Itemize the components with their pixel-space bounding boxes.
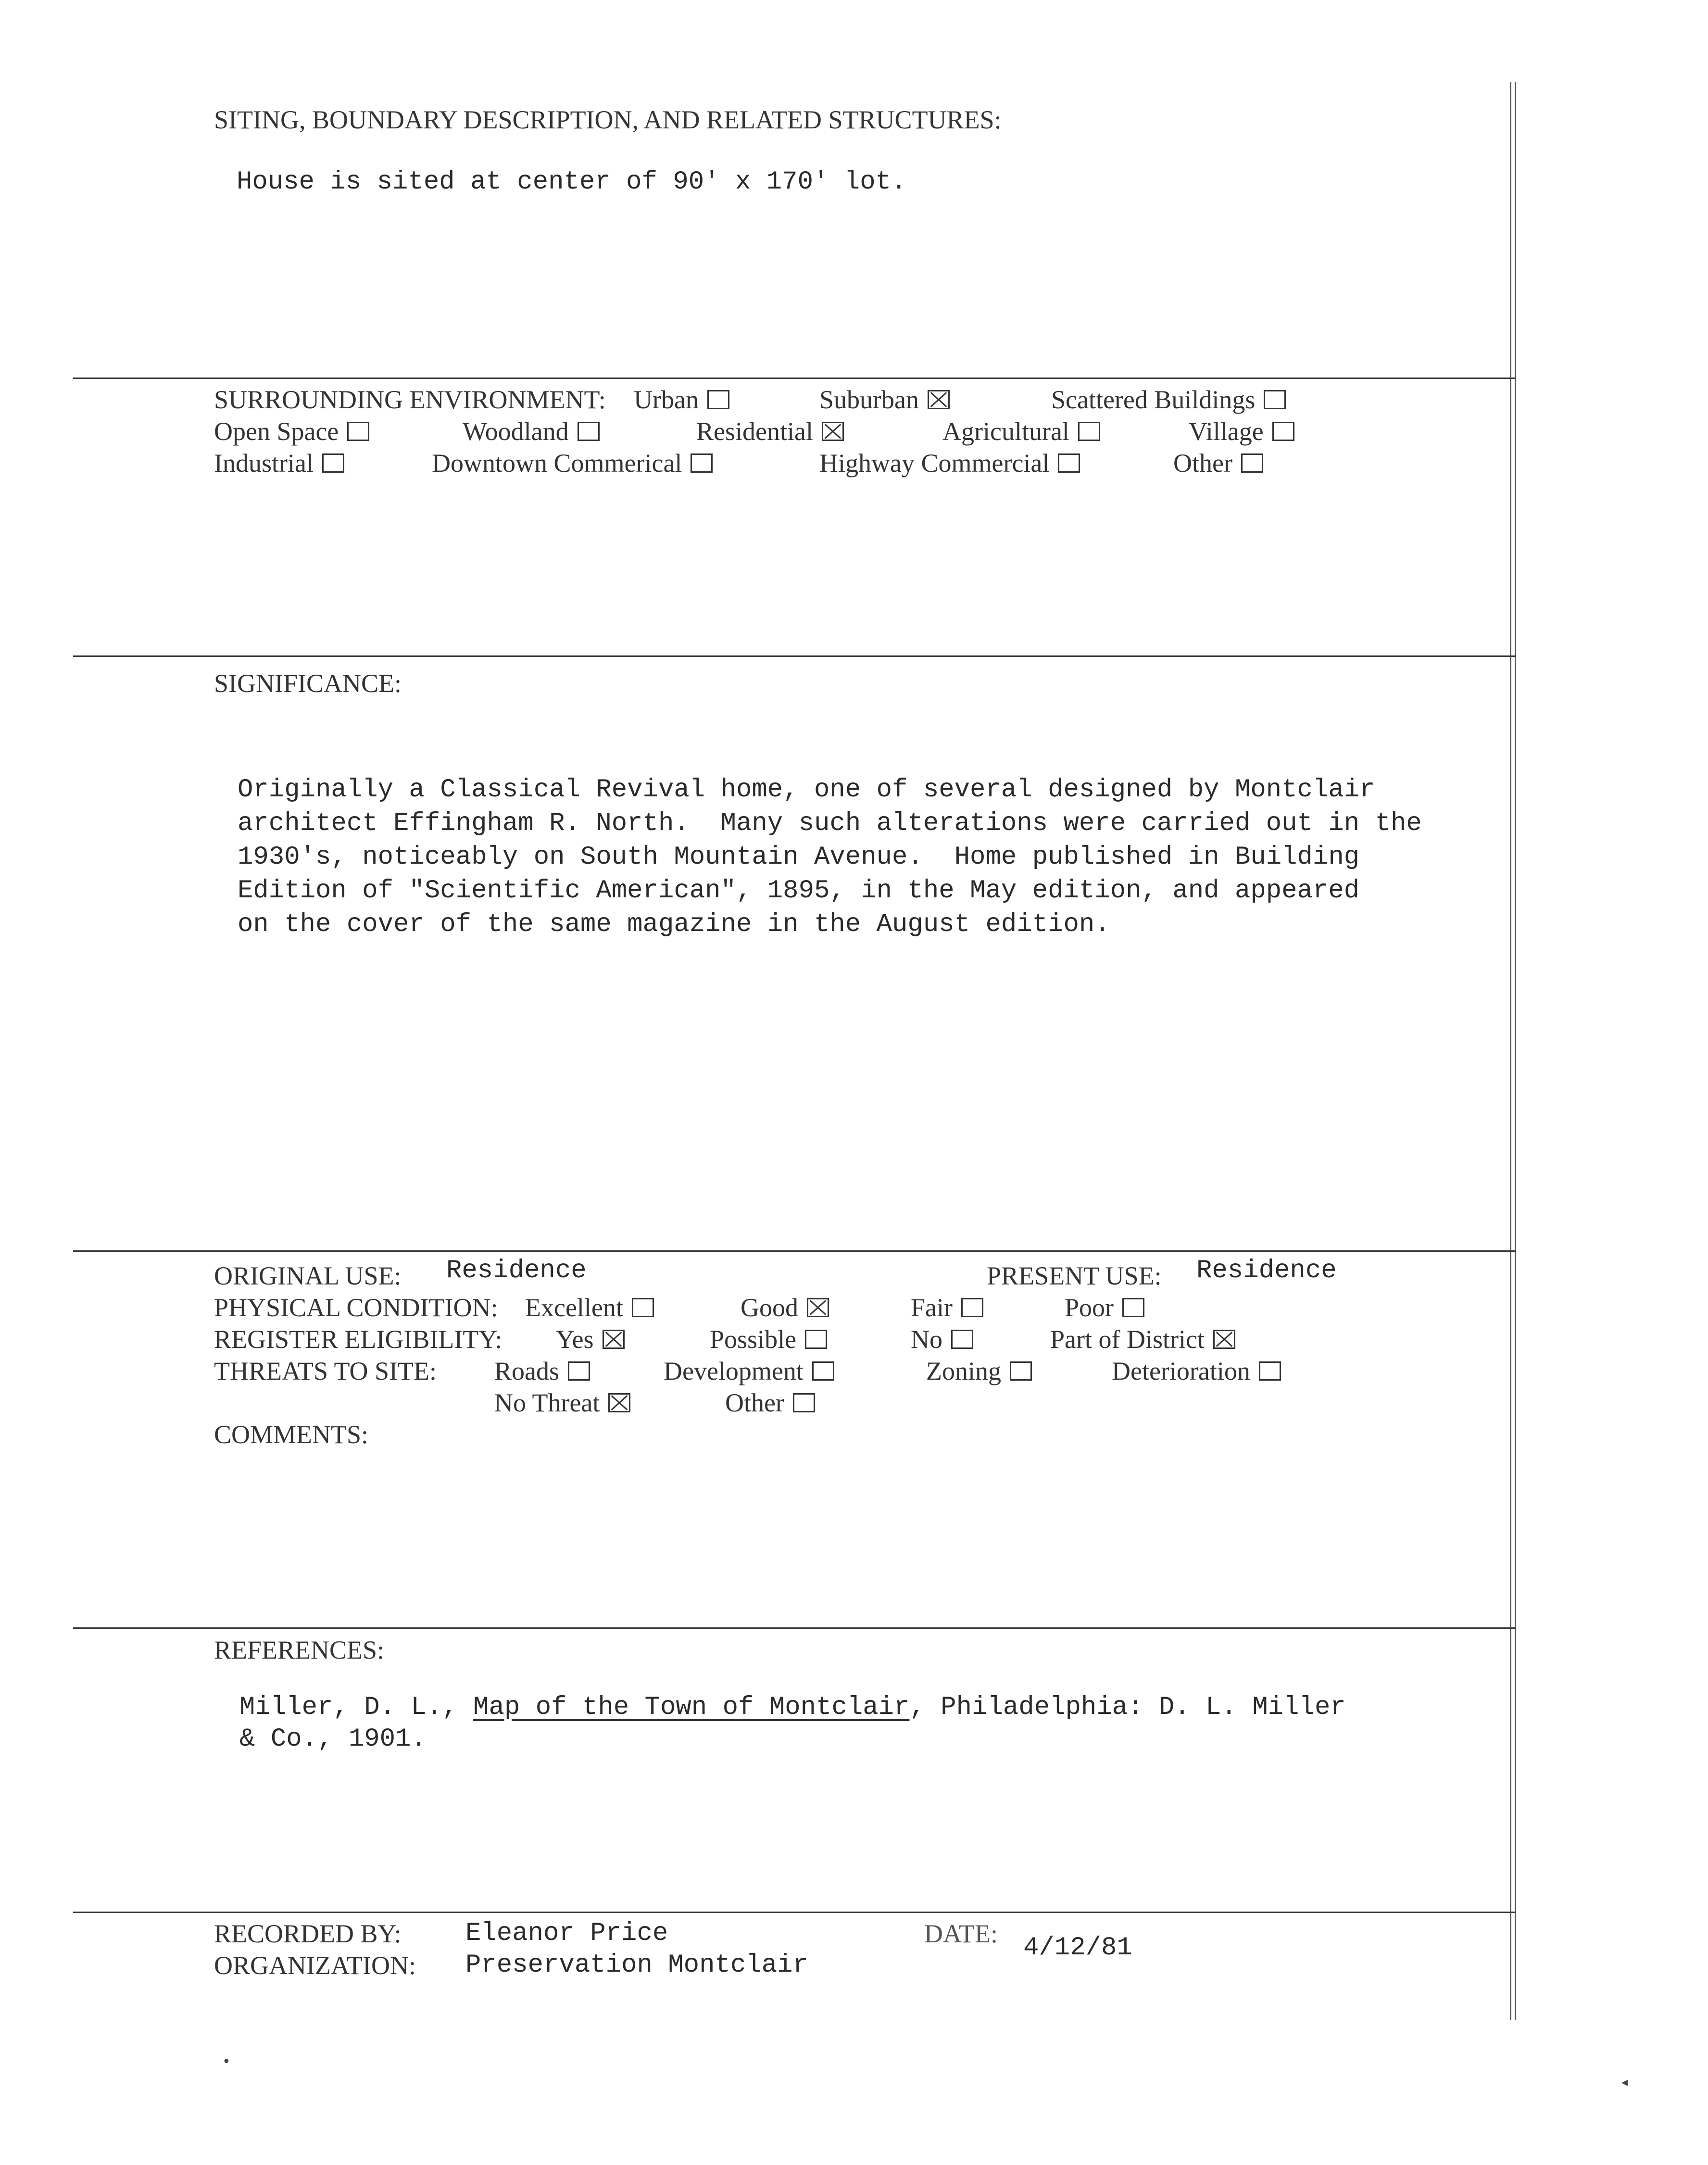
significance-label: SIGNIFICANCE:: [214, 669, 402, 698]
threat-roads: [494, 1356, 590, 1386]
environment-label: SURROUNDING ENVIRONMENT:: [214, 385, 606, 414]
reference-title: Map of the Town of Montclair: [473, 1693, 910, 1722]
env-residential: [696, 416, 844, 446]
env-residential-checkbox[interactable]: [822, 422, 844, 441]
section-divider: [73, 1912, 1516, 1913]
recorded-by-label: RECORDED BY:: [214, 1919, 402, 1948]
organization-label: ORGANIZATION:: [214, 1951, 416, 1980]
reference-rest: , Philadelphia: D. L. Miller: [909, 1693, 1346, 1722]
cond-poor-checkbox[interactable]: [1122, 1298, 1144, 1317]
env-agricultural: [942, 416, 1100, 446]
cond-fair-checkbox[interactable]: [961, 1298, 983, 1317]
significance-line: Originally a Classical Revival home, one of several designed by Montclair: [238, 775, 1375, 805]
section-divider: [73, 378, 1516, 379]
original-use-value: Residence: [446, 1256, 587, 1285]
env-other-checkbox[interactable]: [1241, 453, 1263, 473]
env-suburban-checkbox[interactable]: [928, 390, 950, 409]
threat-development-label: Development: [664, 1357, 804, 1385]
env-village-label: Village: [1189, 417, 1264, 446]
env-urban-checkbox[interactable]: [707, 390, 729, 409]
env-scattered-checkbox[interactable]: [1264, 390, 1286, 409]
elig-possible: [710, 1324, 827, 1354]
significance-line: on the cover of the same magazine in the August edition.: [238, 910, 1110, 939]
env-highway-checkbox[interactable]: [1058, 453, 1080, 473]
elig-yes-checkbox[interactable]: [603, 1330, 625, 1349]
elig-no: [911, 1324, 973, 1354]
env-downtown: [432, 448, 713, 478]
env-downtown-label: Downtown Commerical: [432, 449, 682, 478]
cond-excellent-checkbox[interactable]: [632, 1298, 654, 1317]
threat-deterioration: [1112, 1356, 1281, 1386]
cond-good: [741, 1293, 829, 1322]
env-industrial-checkbox[interactable]: [322, 453, 344, 473]
elig-yes: [556, 1324, 625, 1354]
reference-author: Miller, D. L.,: [239, 1693, 474, 1722]
reference-entry: [239, 1693, 1346, 1722]
date-label: DATE:: [924, 1919, 998, 1948]
threat-deterioration-checkbox[interactable]: [1259, 1361, 1281, 1381]
env-scattered-label: Scattered Buildings: [1051, 385, 1256, 414]
env-industrial: [214, 448, 344, 478]
env-urban: [634, 385, 729, 415]
right-border-line: [1510, 82, 1511, 2020]
recorded-by-value: Eleanor Price: [465, 1919, 668, 1948]
env-urban-label: Urban: [634, 385, 699, 414]
threat-no-threat-label: No Threat: [494, 1388, 600, 1417]
elig-district-checkbox[interactable]: [1213, 1330, 1235, 1349]
threat-no-threat-checkbox[interactable]: [608, 1393, 630, 1412]
env-woodland: [463, 416, 600, 446]
env-suburban: [819, 385, 950, 415]
cond-good-label: Good: [741, 1293, 798, 1322]
cond-fair-label: Fair: [911, 1293, 953, 1322]
significance-line: architect Effingham R. North. Many such alterations were carried out in the: [238, 809, 1422, 838]
cond-poor-label: Poor: [1065, 1293, 1114, 1322]
env-industrial-label: Industrial: [214, 449, 314, 478]
cond-fair: [911, 1293, 983, 1322]
threat-roads-label: Roads: [494, 1357, 559, 1385]
threat-zoning: [926, 1356, 1032, 1386]
threats-label: THREATS TO SITE:: [214, 1357, 437, 1385]
env-suburban-label: Suburban: [819, 385, 919, 414]
env-other-label: Other: [1173, 449, 1232, 478]
elig-district: [1050, 1324, 1235, 1354]
organization-value: Preservation Montclair: [465, 1951, 808, 1980]
condition-label: PHYSICAL CONDITION:: [214, 1293, 498, 1322]
env-woodland-label: Woodland: [463, 417, 569, 446]
env-village: [1189, 416, 1294, 446]
env-residential-label: Residential: [696, 417, 813, 446]
references-label: REFERENCES:: [214, 1636, 385, 1664]
threat-zoning-checkbox[interactable]: [1010, 1361, 1032, 1381]
elig-no-checkbox[interactable]: [951, 1330, 973, 1349]
threat-roads-checkbox[interactable]: [568, 1361, 590, 1381]
elig-possible-checkbox[interactable]: [805, 1330, 827, 1349]
threat-other-checkbox[interactable]: [793, 1393, 815, 1412]
env-open-space: [214, 416, 369, 446]
env-woodland-checkbox[interactable]: [578, 422, 600, 441]
elig-possible-label: Possible: [710, 1325, 797, 1354]
section-divider: [73, 1627, 1516, 1629]
present-use-value: Residence: [1196, 1256, 1337, 1285]
env-other: [1173, 448, 1263, 478]
date-value: 4/12/81: [1023, 1933, 1132, 1963]
env-agricultural-checkbox[interactable]: [1078, 422, 1100, 441]
significance-line: Edition of "Scientific American", 1895, in the May edition, and appeared: [238, 876, 1360, 906]
siting-text: House is sited at center of 90' x 170' lot.: [237, 167, 907, 197]
cond-poor: [1065, 1293, 1144, 1322]
env-downtown-checkbox[interactable]: [691, 453, 713, 473]
threat-no-threat: [494, 1388, 630, 1418]
reference-line2: & Co., 1901.: [239, 1724, 427, 1754]
cond-good-checkbox[interactable]: [807, 1298, 829, 1317]
threat-deterioration-label: Deterioration: [1112, 1357, 1250, 1385]
threat-development: [664, 1356, 834, 1386]
comments-label: COMMENTS:: [214, 1420, 369, 1449]
elig-no-label: No: [911, 1325, 942, 1354]
significance-text: [238, 740, 1422, 942]
threat-development-checkbox[interactable]: [812, 1361, 834, 1381]
cond-excellent: [525, 1293, 654, 1322]
section-divider: [73, 655, 1516, 657]
right-border-line-inner: [1515, 82, 1516, 2020]
env-open-space-label: Open Space: [214, 417, 339, 446]
significance-line: 1930's, noticeably on South Mountain Avenue. Home published in Building: [238, 843, 1360, 872]
elig-district-label: Part of District: [1050, 1325, 1205, 1354]
eligibility-label: REGISTER ELIGIBILITY:: [214, 1325, 502, 1354]
threat-other-label: Other: [725, 1388, 784, 1417]
scan-arrow-mark: ◂: [1621, 2075, 1628, 2089]
scan-dot: •: [222, 2053, 231, 2070]
env-highway: [819, 448, 1080, 478]
present-use-label: PRESENT USE:: [987, 1261, 1162, 1290]
elig-yes-label: Yes: [556, 1325, 594, 1354]
env-agricultural-label: Agricultural: [942, 417, 1069, 446]
threat-zoning-label: Zoning: [926, 1357, 1001, 1385]
cond-excellent-label: Excellent: [525, 1293, 623, 1322]
section-divider: [73, 1250, 1516, 1252]
env-open-space-checkbox[interactable]: [347, 422, 369, 441]
original-use-label: ORIGINAL USE:: [214, 1261, 402, 1290]
env-village-checkbox[interactable]: [1272, 422, 1294, 441]
threat-other: [725, 1388, 815, 1418]
env-scattered: [1051, 385, 1286, 415]
env-highway-label: Highway Commercial: [819, 449, 1050, 478]
siting-label: SITING, BOUNDARY DESCRIPTION, AND RELATED STRUCTURES:: [214, 105, 1002, 134]
